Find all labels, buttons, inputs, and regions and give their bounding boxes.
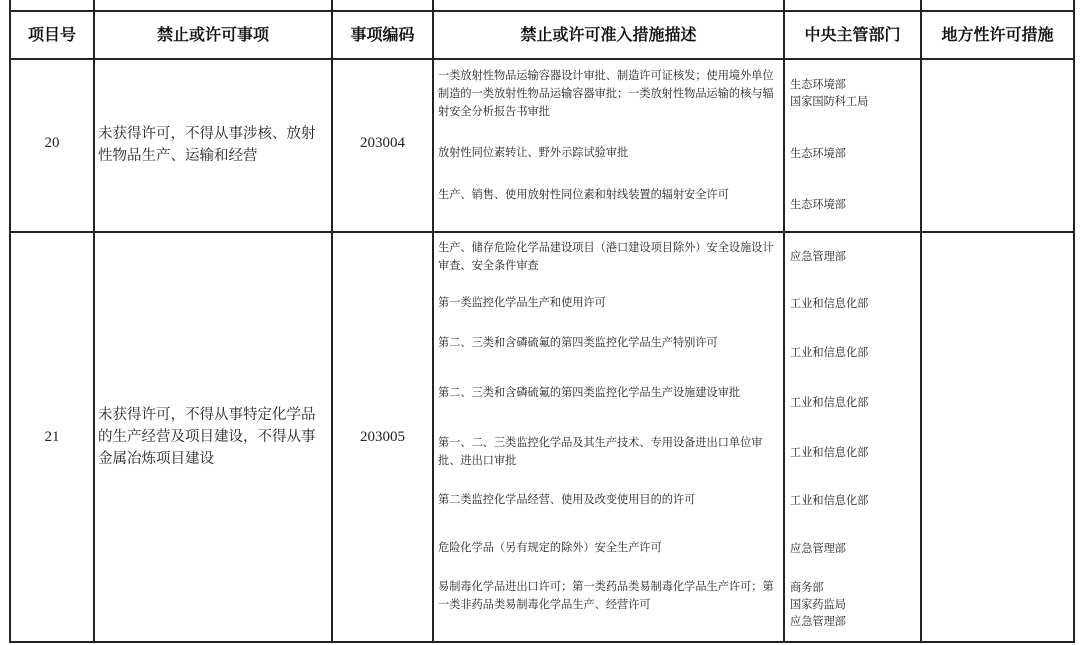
row-20-code: 203004 bbox=[360, 135, 405, 151]
row-21-measure-3-desc: 第二、三类和含磷硫氟的第四类监控化学品生产特别许可 bbox=[438, 336, 718, 349]
col-divider bbox=[432, 0, 434, 643]
row-21-no: 21 bbox=[44, 429, 60, 445]
row-20-no: 20 bbox=[44, 135, 60, 151]
col-divider bbox=[93, 0, 95, 643]
row-21-code: 203005 bbox=[360, 429, 405, 445]
row-divider bbox=[9, 231, 1074, 233]
row-21-measure-1-desc: 生产、储存危险化学品建设项目（港口建设项目除外）安全设施设计审查、安全条件审查 bbox=[438, 241, 774, 272]
row-21-measure-2-desc: 第一类监控化学品生产和使用许可 bbox=[438, 296, 606, 309]
table-border-left bbox=[9, 0, 11, 643]
row-20-measure-2-dept: 生态环境部 bbox=[790, 147, 846, 160]
row-20-measure-1-desc: 一类放射性物品运输容器设计审批、制造许可证核发；使用境外单位制造的一类放射性物品运输容器审批；一类放射性物品运输的核与辐射安全分析报告书审批 bbox=[438, 69, 774, 118]
row-21-measure-5-desc: 第一、二、三类监控化学品及其生产技术、专用设备进出口单位审批、进出口审批 bbox=[438, 436, 763, 467]
header-code: 事项编码 bbox=[350, 24, 415, 44]
row-20-measure-3-desc: 生产、销售、使用放射性同位素和射线装置的辐射安全许可 bbox=[438, 188, 729, 201]
table-border-right bbox=[1073, 0, 1075, 643]
row-21-measure-2-dept: 工业和信息化部 bbox=[790, 297, 869, 310]
row-20-measure-3-dept: 生态环境部 bbox=[790, 198, 846, 211]
row-21-measure-4-dept: 工业和信息化部 bbox=[790, 396, 869, 409]
row-21-measure-7-desc: 危险化学品（另有规定的除外）安全生产许可 bbox=[438, 541, 662, 554]
row-21-measure-6-desc: 第二类监控化学品经营、使用及改变使用目的的许可 bbox=[438, 493, 696, 506]
row-21-measure-6-dept: 工业和信息化部 bbox=[790, 494, 869, 507]
header-item-no: 项目号 bbox=[27, 24, 76, 44]
row-21-measure-8-desc: 易制毒化学品进出口许可；第一类药品类易制毒化学品生产许可；第一类非药品类易制毒化学品生产、经营许可 bbox=[438, 580, 774, 611]
row-21-measure-4-desc: 第二、三类和含磷硫氟的第四类监控化学品生产设施建设审批 bbox=[438, 386, 741, 399]
header-measures: 禁止或许可准入措施描述 bbox=[520, 24, 697, 44]
col-divider bbox=[920, 0, 922, 643]
header-divider bbox=[9, 58, 1074, 60]
row-21-measure-1-dept: 应急管理部 bbox=[790, 250, 846, 263]
row-21-measure-5-dept: 工业和信息化部 bbox=[790, 446, 869, 459]
header-central-dept: 中央主管部门 bbox=[804, 24, 901, 44]
row-20-measure-2-desc: 放射性同位素转让、野外示踪试验审批 bbox=[438, 146, 629, 159]
row-21-measure-7-dept: 应急管理部 bbox=[790, 542, 846, 555]
col-divider bbox=[331, 0, 333, 643]
header-local-measures: 地方性许可措施 bbox=[941, 24, 1054, 44]
col-divider bbox=[783, 0, 785, 643]
header-item: 禁止或许可事项 bbox=[156, 24, 269, 44]
row-20-item: 未获得许可，不得从事涉核、放射性物品生产、运输和经营 bbox=[98, 126, 316, 164]
row-20-measure-1-dept: 生态环境部 国家国防科工局 bbox=[790, 78, 869, 108]
table-border-bottom bbox=[9, 641, 1074, 643]
row-21-measure-3-dept: 工业和信息化部 bbox=[790, 346, 869, 359]
row-21-item: 未获得许可，不得从事特定化学品的生产经营及项目建设，不得从事金属冶炼项目建设 bbox=[98, 407, 316, 467]
row-21-measure-8-dept: 商务部 国家药监局 应急管理部 bbox=[790, 581, 846, 628]
